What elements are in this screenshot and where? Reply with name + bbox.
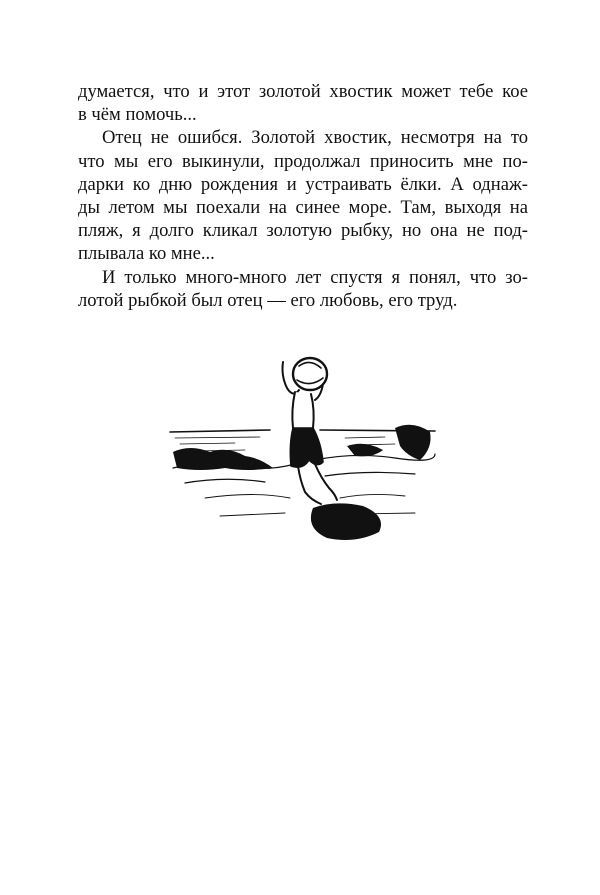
text-line: плывала ко мне... (78, 243, 215, 265)
paragraph-3 (78, 266, 528, 312)
text-line: ды летом мы поехали на синее море. Там, выходя на (78, 197, 528, 219)
page-text (78, 80, 528, 312)
text-line: лотой рыбкой был отец — его любовь, его труд. (78, 289, 458, 311)
boy-shorts (290, 428, 323, 467)
paragraph-1 (78, 80, 528, 126)
text-line: в чём помочь... (78, 104, 197, 126)
paragraph-2 (78, 126, 528, 265)
boy-figure (283, 358, 338, 504)
text-line: дарки ко дню рождения и устраивать ёлки. А однаж- (78, 173, 528, 195)
boy-legs (298, 464, 337, 504)
beach-boy-illustration (165, 348, 440, 548)
text-line: пляж, я долго кликал золотую рыбку, но она не под- (78, 220, 528, 242)
text-line: думается, что и этот золотой хвостик может тебе кое (78, 81, 528, 102)
text-line: И только много-много лет спустя я понял, что зо- (102, 266, 528, 288)
boy-torso (292, 392, 313, 431)
text-line: что мы его выкинули, продолжал приносить мне по- (78, 150, 528, 172)
reflection-shadow (311, 503, 381, 540)
text-line: Отец не ошибся. Золотой хвостик, несмотря на то (102, 127, 528, 149)
